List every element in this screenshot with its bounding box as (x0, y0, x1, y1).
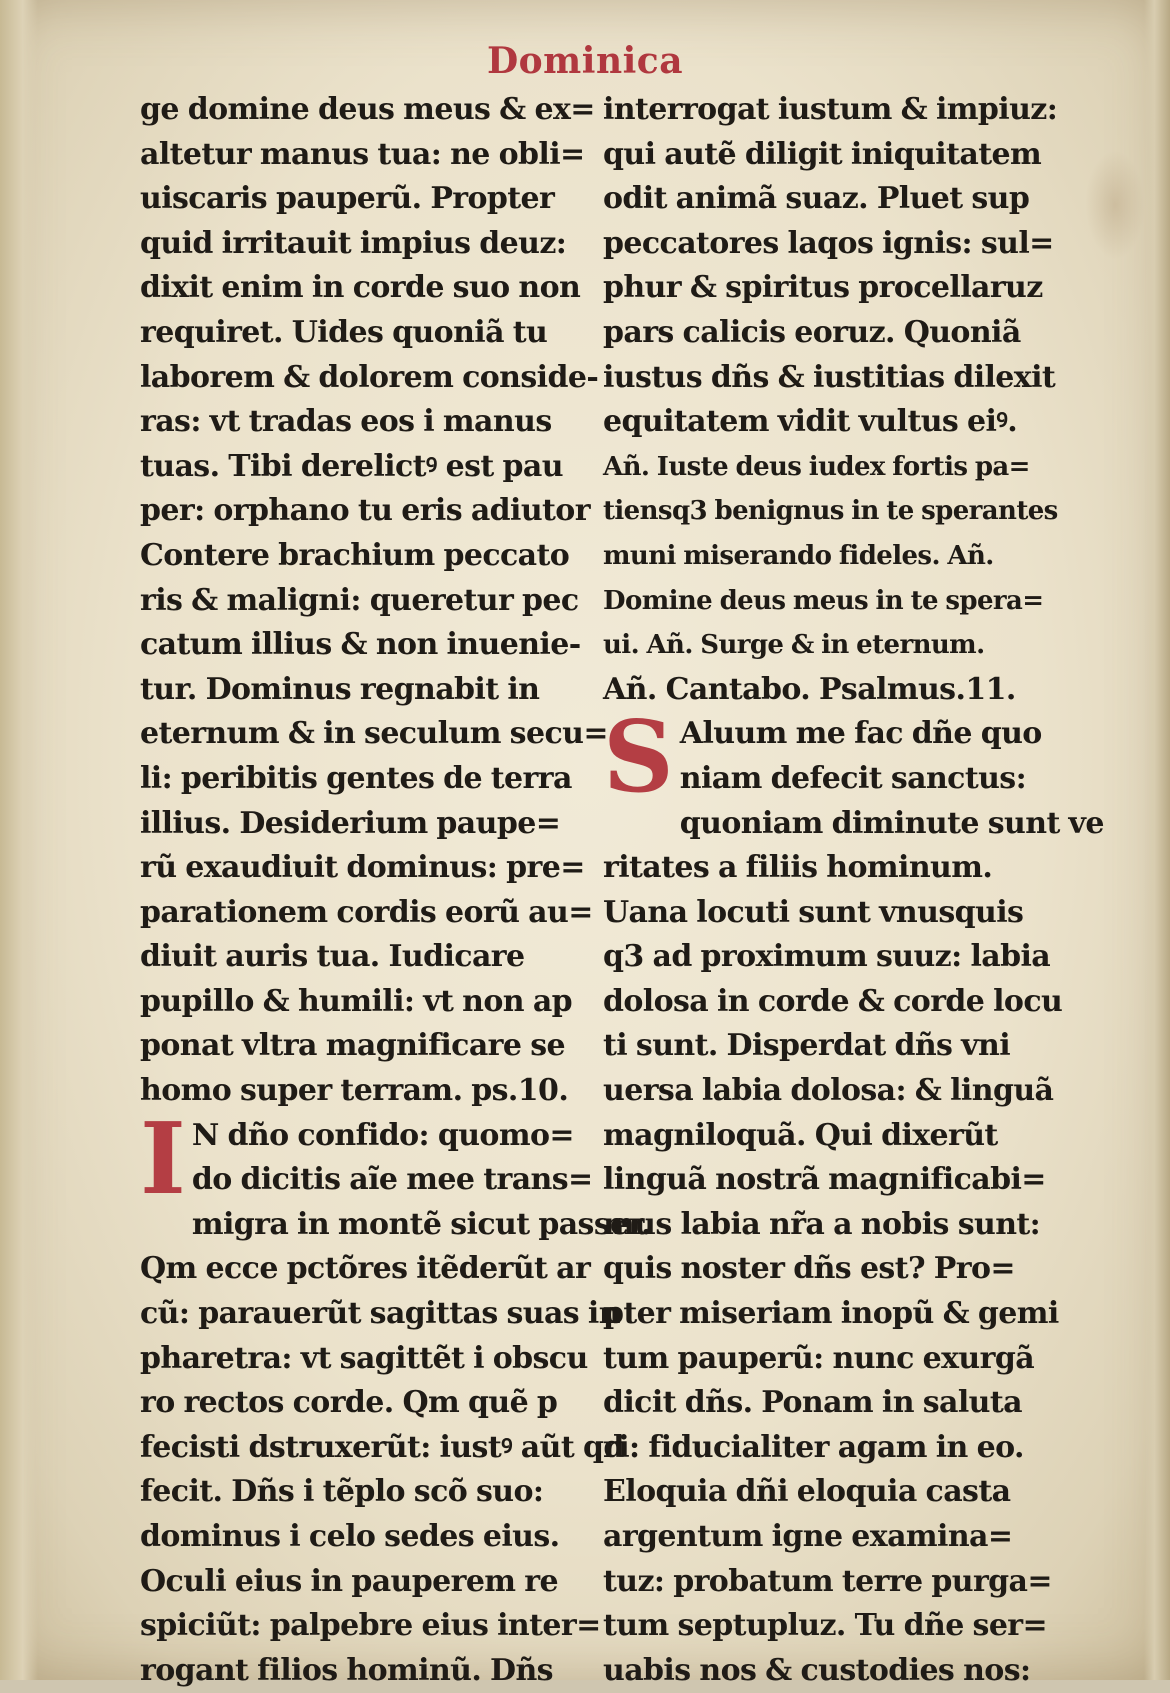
text-line: equitatem vidit vultus eiꝰ. (603, 404, 1018, 440)
text-line: pupillo & humili: vt non ap (140, 983, 573, 1019)
text-line: do dicitis aĩe mee trans= (191, 1162, 593, 1198)
text-line: uiscaris pauperũ. Propter (140, 181, 555, 217)
text-line: homo super terram. ps.10. (140, 1073, 569, 1109)
left-column (140, 88, 651, 1693)
decorated-initial: I (140, 1101, 186, 1217)
text-line: parationem cordis eorũ au= (140, 894, 593, 930)
text-line: rogant filios hominũ. Dñs (140, 1652, 553, 1688)
text-line: diuit auris tua. Iudicare (140, 939, 525, 975)
text-line: fecit. Dñs i tẽplo scõ suo: (140, 1474, 544, 1510)
text-line: ris & maligni: queretur pec (140, 582, 579, 618)
text-line: dicit dñs. Ponam in saluta (603, 1385, 1022, 1421)
text-line: quoniam diminute sunt ve (679, 805, 1104, 841)
text-line: cũ: parauerũt sagittas suas in (140, 1296, 620, 1332)
text-line: odit animã suaz. Pluet sup (603, 181, 1030, 217)
text-line: eternum & in seculum secu= (140, 716, 608, 752)
text-line: ti sunt. Disperdat dñs vni (603, 1028, 1011, 1064)
text-line: iustus dñs & iustitias dilexit (603, 359, 1056, 395)
text-line: quis noster dñs est? Pro= (603, 1251, 1015, 1287)
text-line: ge domine deus meus & ex= (140, 92, 595, 127)
text-line: tuas. Tibi derelictꝰ est pau (140, 448, 563, 484)
text-line: phur & spiritus procellaruz (603, 270, 1043, 306)
text-line: ui. Añ. Surge & in eternum. (603, 630, 985, 661)
text-line: uabis nos & custodies nos: (603, 1652, 1031, 1688)
text-line: Oculi eius in pauperem re (140, 1563, 558, 1599)
text-line: Aluum me fac dñe quo (679, 716, 1042, 752)
text-line: linguã nostrã magnificabi= (603, 1162, 1046, 1198)
text-line: illius. Desiderium paupe= (140, 805, 561, 841)
text-line: catum illius & non inuenie- (140, 627, 581, 663)
text-line: magniloquã. Qui dixerũt (603, 1117, 998, 1153)
decorated-initial: S (603, 700, 674, 816)
text-line: altetur manus tua: ne obli= (140, 136, 585, 172)
text-line: ponat vltra magnificare se (140, 1028, 565, 1064)
text-line: Contere brachium peccato (140, 537, 570, 573)
text-line: ritates a filiis hominum. (603, 850, 993, 886)
text-line: dominus i celo sedes eius. (140, 1519, 560, 1554)
text-line: Añ. Cantabo. Psalmus.11. (603, 671, 1016, 707)
text-line: tur. Dominus regnabit in (140, 671, 540, 707)
right-column (603, 88, 1104, 1693)
text-line: dolosa in corde & corde locu (603, 983, 1063, 1019)
text-line: tum septupluz. Tu dñe ser= (603, 1608, 1048, 1644)
text-line: niam defecit sanctus: (679, 760, 1027, 796)
page-header: Dominica (486, 40, 684, 82)
text-line: Eloquia dñi eloquia casta (603, 1474, 1011, 1510)
text-line: ro rectos corde. Qm quẽ p (140, 1385, 558, 1421)
text-line: migra in montẽ sicut passer. (191, 1206, 651, 1242)
page-left-edge (0, 0, 38, 1680)
text-line: N dño confido: quomo= (191, 1117, 574, 1153)
text-line: muni miserando fideles. Añ. (603, 540, 994, 571)
text-line: Qm ecce pctõres itẽderũt ar (140, 1251, 591, 1287)
text-line: peccatores laqos ignis: sul= (603, 225, 1054, 261)
text-line: Añ. Iuste deus iudex fortis pa= (603, 451, 1030, 482)
text-line: laborem & dolorem conside- (140, 359, 599, 395)
text-line: pter miseriam inopũ & gemi (603, 1296, 1059, 1332)
text-line: q3 ad proximum suuz: labia (603, 939, 1051, 975)
text-line: Domine deus meus in te spera= (603, 585, 1044, 616)
text-line: requiret. Uides quoniã tu (140, 314, 548, 350)
text-line: quid irritauit impius deuz: (140, 225, 567, 261)
text-line: tuz: probatum terre purga= (603, 1563, 1052, 1599)
text-line: qui autẽ diligit iniquitatem (603, 136, 1042, 172)
text-line: dixit enim in corde suo non (140, 270, 581, 306)
text-line: interrogat iustum & impiuz: (603, 92, 1058, 127)
text-line: Uana locuti sunt vnusquis (603, 894, 1024, 930)
text-line: argentum igne examina= (603, 1519, 1013, 1554)
text-line: ras: vt tradas eos i manus (140, 404, 552, 440)
text-line: li: peribitis gentes de terra (140, 760, 572, 796)
text-line: mus labia nr̃a a nobis sunt: (603, 1206, 1041, 1242)
paper-stain (1085, 150, 1145, 260)
text-line: ri: fiducialiter agam in eo. (603, 1429, 1024, 1465)
text-line: pharetra: vt sagittẽt i obscu (140, 1340, 588, 1376)
page-right-edge (1144, 0, 1170, 1680)
text-line: tum pauperũ: nunc exurgã (603, 1340, 1035, 1376)
text-line: uersa labia dolosa: & linguã (603, 1073, 1054, 1109)
text-line: pars calicis eoruz. Quoniã (603, 314, 1021, 350)
text-line: per: orphano tu eris adiutor (140, 493, 590, 529)
text-line: spiciũt: palpebre eius inter= (140, 1608, 601, 1644)
text-line: fecisti dstruxerũt: iustꝰ aũt qd (140, 1429, 624, 1465)
text-line: rũ exaudiuit dominus: pre= (140, 850, 585, 886)
text-line: tiensq3 benignus in te sperantes (603, 496, 1058, 527)
